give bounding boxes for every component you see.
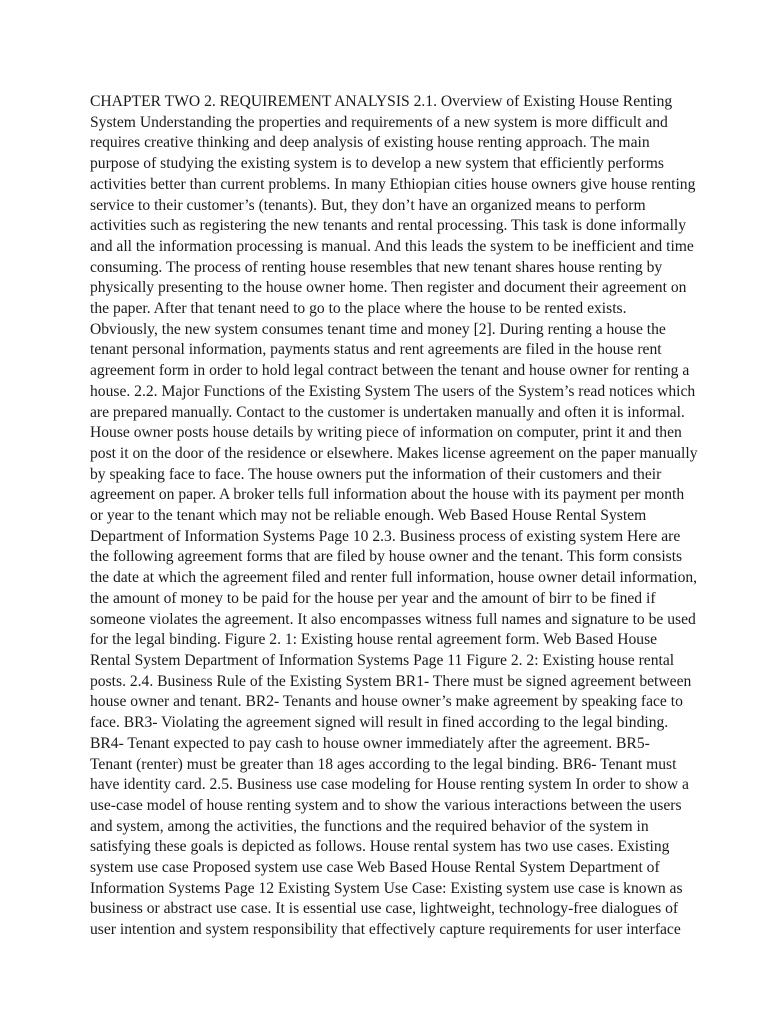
text-line: activities better than current problems. In many Ethiopian cities house owners give house renting <box>90 175 696 193</box>
text-line: purpose of studying the existing system is to develop a new system that efficiently performs <box>90 155 664 173</box>
text-line: tenant personal information, payments status and rent agreements are filed in the house rent <box>90 341 662 359</box>
text-line: Obviously, the new system consumes tenant time and money [2]. During renting a house the <box>90 320 666 338</box>
text-line: System Understanding the properties and requirements of a new system is more difficult and <box>90 113 668 131</box>
text-line: CHAPTER TWO 2. REQUIREMENT ANALYSIS 2.1. Overview of Existing House Renting <box>90 93 673 110</box>
text-line: requires creative thinking and deep analysis of existing house renting approach. The main <box>90 134 650 152</box>
text-line: the amount of money to be paid for the house per year and the amount of birr to be fined if <box>90 589 656 607</box>
text-line: the following agreement forms that are filed by house owner and the tenant. This form consists <box>90 548 683 566</box>
text-line: someone violates the agreement. It also encompasses witness full names and signature to be used <box>90 610 696 628</box>
text-line: Tenant (renter) must be greater than 18 ages according to the legal binding. BR6- Tenant must <box>90 755 677 773</box>
text-line: activities such as registering the new tenants and rental processing. This task is done informally <box>90 217 687 235</box>
body-text <box>90 92 698 941</box>
text-line: satisfying these goals is depicted as follows. House rental system has two use cases. Existing <box>90 838 670 856</box>
text-line: post it on the door of the residence or elsewhere. Makes license agreement on the paper manually <box>90 444 698 462</box>
text-line: face. BR3- Violating the agreement signed will result in fined according to the legal binding. <box>90 714 669 732</box>
text-line: house. 2.2. Major Functions of the Existing System The users of the System’s read notices which <box>90 382 696 400</box>
text-line: Information Systems Page 12 Existing System Use Case: Existing system use case is known as <box>90 879 683 897</box>
text-line: are prepared manually. Contact to the customer is undertaken manually and often it is informal. <box>90 403 685 421</box>
text-line: for the legal binding. Figure 2. 1: Existing house rental agreement form. Web Based House <box>90 631 658 649</box>
text-line: have identity card. 2.5. Business use case modeling for House renting system In order to show a <box>90 776 689 794</box>
text-line: use-case model of house renting system and to show the various interactions between the users <box>90 796 682 814</box>
text-line: or year to the tenant which may not be reliable enough. Web Based House Rental System <box>90 507 647 525</box>
text-line: business or abstract use case. It is essential use case, lightweight, technology-free dialogues of <box>90 900 679 918</box>
text-line: system use case Proposed system use case Web Based House Rental System Department of <box>90 859 660 877</box>
text-line: and system, among the activities, the functions and the required behavior of the system in <box>90 817 649 835</box>
text-line: by speaking face to face. The house owners put the information of their customers and their <box>90 465 662 483</box>
text-line: house owner and tenant. BR2- Tenants and house owner’s make agreement by speaking face to <box>90 693 683 711</box>
text-line: physically presenting to the house owner home. Then register and document their agreement on <box>90 279 687 297</box>
text-line: the paper. After that tenant need to go to the place where the house to be rented exists. <box>90 300 627 318</box>
text-line: the date at which the agreement filed and renter full information, house owner detail information, <box>90 569 698 587</box>
text-line: BR4- Tenant expected to pay cash to house owner immediately after the agreement. BR5- <box>90 734 650 752</box>
text-line: consuming. The process of renting house resembles that new tenant shares house renting by <box>90 258 663 276</box>
text-line: agreement form in order to hold legal contract between the tenant and house owner for renting a <box>90 362 690 380</box>
text-line: Department of Information Systems Page 10 2.3. Business process of existing system Here are <box>90 527 681 545</box>
text-line: Rental System Department of Information Systems Page 11 Figure 2. 2: Existing house rental <box>90 651 675 669</box>
text-line: posts. 2.4. Business Rule of the Existing System BR1- There must be signed agreement between <box>90 672 692 690</box>
text-line: agreement on paper. A broker tells full information about the house with its payment per month <box>90 486 685 504</box>
text-line: and all the information processing is manual. And this leads the system to be inefficient and time <box>90 237 694 255</box>
text-line: service to their customer’s (tenants). But, they don’t have an organized means to perform <box>90 196 646 214</box>
text-line: House owner posts house details by writing piece of information on computer, print it and then <box>90 424 682 442</box>
text-line: user intention and system responsibility that effectively capture requirements for user interface <box>90 921 681 939</box>
